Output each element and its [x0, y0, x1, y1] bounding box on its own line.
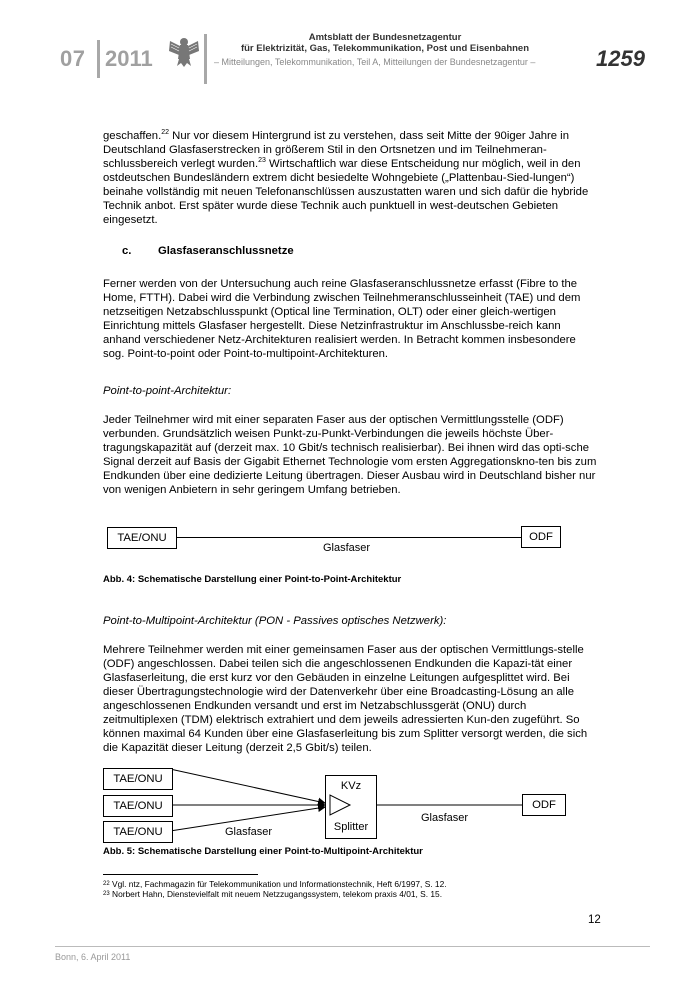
gazette-page-number: 1259 [596, 46, 645, 71]
tae-onu-box-3: TAE/ONU [103, 821, 173, 843]
federal-eagle-icon [166, 33, 202, 69]
tae-onu-box: TAE/ONU [107, 527, 177, 549]
kvz-box [325, 775, 377, 839]
subheading-pon: Point-to-Multipoint-Architektur (PON - Passives optisches Netzwerk): [103, 615, 447, 627]
odf-box: ODF [521, 526, 561, 548]
section-title: Glasfaseranschlussnetze [158, 245, 294, 257]
footnote-separator [103, 874, 258, 875]
tae-onu-box-1: TAE/ONU [103, 768, 173, 790]
figure-4-caption: Abb. 4: Schematische Darstellung einer Point-to-Point-Architektur [103, 574, 402, 585]
issue-number: 07 [60, 46, 86, 71]
tae-onu-box-2: TAE/ONU [103, 795, 173, 817]
footer-divider [55, 946, 650, 947]
footnote-22: $^{22}$ Vgl. ntz, Fachmagazin für Telekommunikation und Informationstechnik, Heft 6/1997, S. 12. [103, 879, 447, 889]
paragraph-1: geschaffen.$^{22}$ Nur vor diesem Hintergrund ist zu verstehen, dass seit Mitte der 90iger Jahre in Deutschland Glasfaserstrecken in größerem Stil in den Ortsnetzen und im Teilnehmeran-schlussbereich verlegt wurden.$^{23}$ Wirtschaftlich war diese Entscheidung nur möglich, weil in den ostdeutschen Bundesländern extrem dicht besiedelte Wohngebiete („Plattenbau-Sied-lungen“) beinahe vollständig mit neuen Telefonanschlüssen auszustatten waren und sich dafür die hybride Technik anbot. Erst später wurde diese Technik auch punktuell in west-deutschen Gebieten eingesetzt. [103, 129, 589, 226]
splitter-label: Splitter [333, 821, 369, 833]
fiber-label: Glasfaser [323, 542, 371, 554]
section-letter: c. [122, 245, 132, 257]
paragraph-2: Ferner werden von der Untersuchung auch reine Glasfaseranschlussnetze erfasst (Fibre to the Home, FTTH). Dabei wird die Verbindung zwischen Teilnehmeranschlusseinheit (TAE) und dem netzseitigen Netzabschlusspunkt (Optical line Termination, OLT) oder einer gleich-wertigen Einrichtung mittels Glasfaser hergestellt. Diese Netzinfrastruktur im Anschlussbe-reich kann anhand verschiedener Netz-Architekturen realisiert werden. In Betracht kommen insbesondere sog. Point-to-point oder Point-to-multipoint-Architekturen. [103, 278, 581, 360]
fiber-label-left: Glasfaser [225, 826, 273, 838]
footnote-23: $^{23}$ Norbert Hahn, Dienstevielfalt mit neuem Netzzugangssystem, telekom praxis 4/01, S. 15. [103, 889, 443, 899]
odf-box-pon: ODF [522, 794, 566, 816]
fiber-label-right: Glasfaser [421, 812, 469, 824]
page-number: 12 [588, 914, 601, 926]
gazette-title: Amtsblatt der Bundesnetzagentur für Elektrizität, Gas, Telekommunikation, Post und Eisenbahnen [240, 32, 530, 54]
footer-date: Bonn, 6. April 2011 [55, 952, 131, 962]
paragraph-3: Jeder Teilnehmer wird mit einer separaten Faser aus der optischen Vermittlungsstelle (ODF) verbunden. Grundsätzlich weisen Punkt-zu-Punkt-Verbindungen die jeweils höchste Über-tragungskapazität auf (derzeit max. 10 Gbit/s technisch realisierbar). Bei ihnen wird das opti-sche Signal derzeit auf Basis der Gigabit Ethernet Technologie vom ersten Aggregationskno-ten bis zum Endkunden über eine dedizierte Leitung übertragen. Dieser Ausbau wird in Deutschland bisher nur von wenigen Anbietern in sehr geringem Umfang betrieben. [103, 414, 597, 496]
gazette-subtitle: – Mitteilungen, Telekommunikation, Teil A, Mitteilungen der Bundesnetzagentur – [214, 57, 536, 67]
paragraph-4: Mehrere Teilnehmer werden mit einer gemeinsamen Faser aus der optischen Vermittlungs-stelle (ODF) angeschlossen. Dabei teilen sich die angeschlossenen Endkunden die Kapazi-tät einer Glasfaserleitung, die erst kurz vor den Gebäuden in einzelne Leitungen aufgesplittet wird. Bei dieser Übertragungstechnologie wird der Datenverkehr über eine Broadcasting-Lösung an alle angeschlossenen Endkunden versandt und erst im Netzabschlussgerät (ONU) durch zeitmultiplexen (TDM) elektrisch extrahiert und dem jeweils adressierten Kun-den zugeführt. So können maximal 64 Kunden über eine Glasfaserleitung bis zum Splitter versorgt werden, die sich die Kapazität dieser Leitung (derzeit 2,5 Gbit/s) teilen. [103, 644, 588, 754]
figure-5-caption: Abb. 5: Schematische Darstellung einer Point-to-Multipoint-Architektur [103, 846, 423, 857]
issue-year: 2011 [105, 46, 153, 71]
fiber-line [176, 537, 522, 538]
kvz-label: KVz [340, 780, 362, 792]
subheading-ptp: Point-to-point-Architektur: [103, 385, 232, 397]
header-divider [97, 40, 100, 78]
